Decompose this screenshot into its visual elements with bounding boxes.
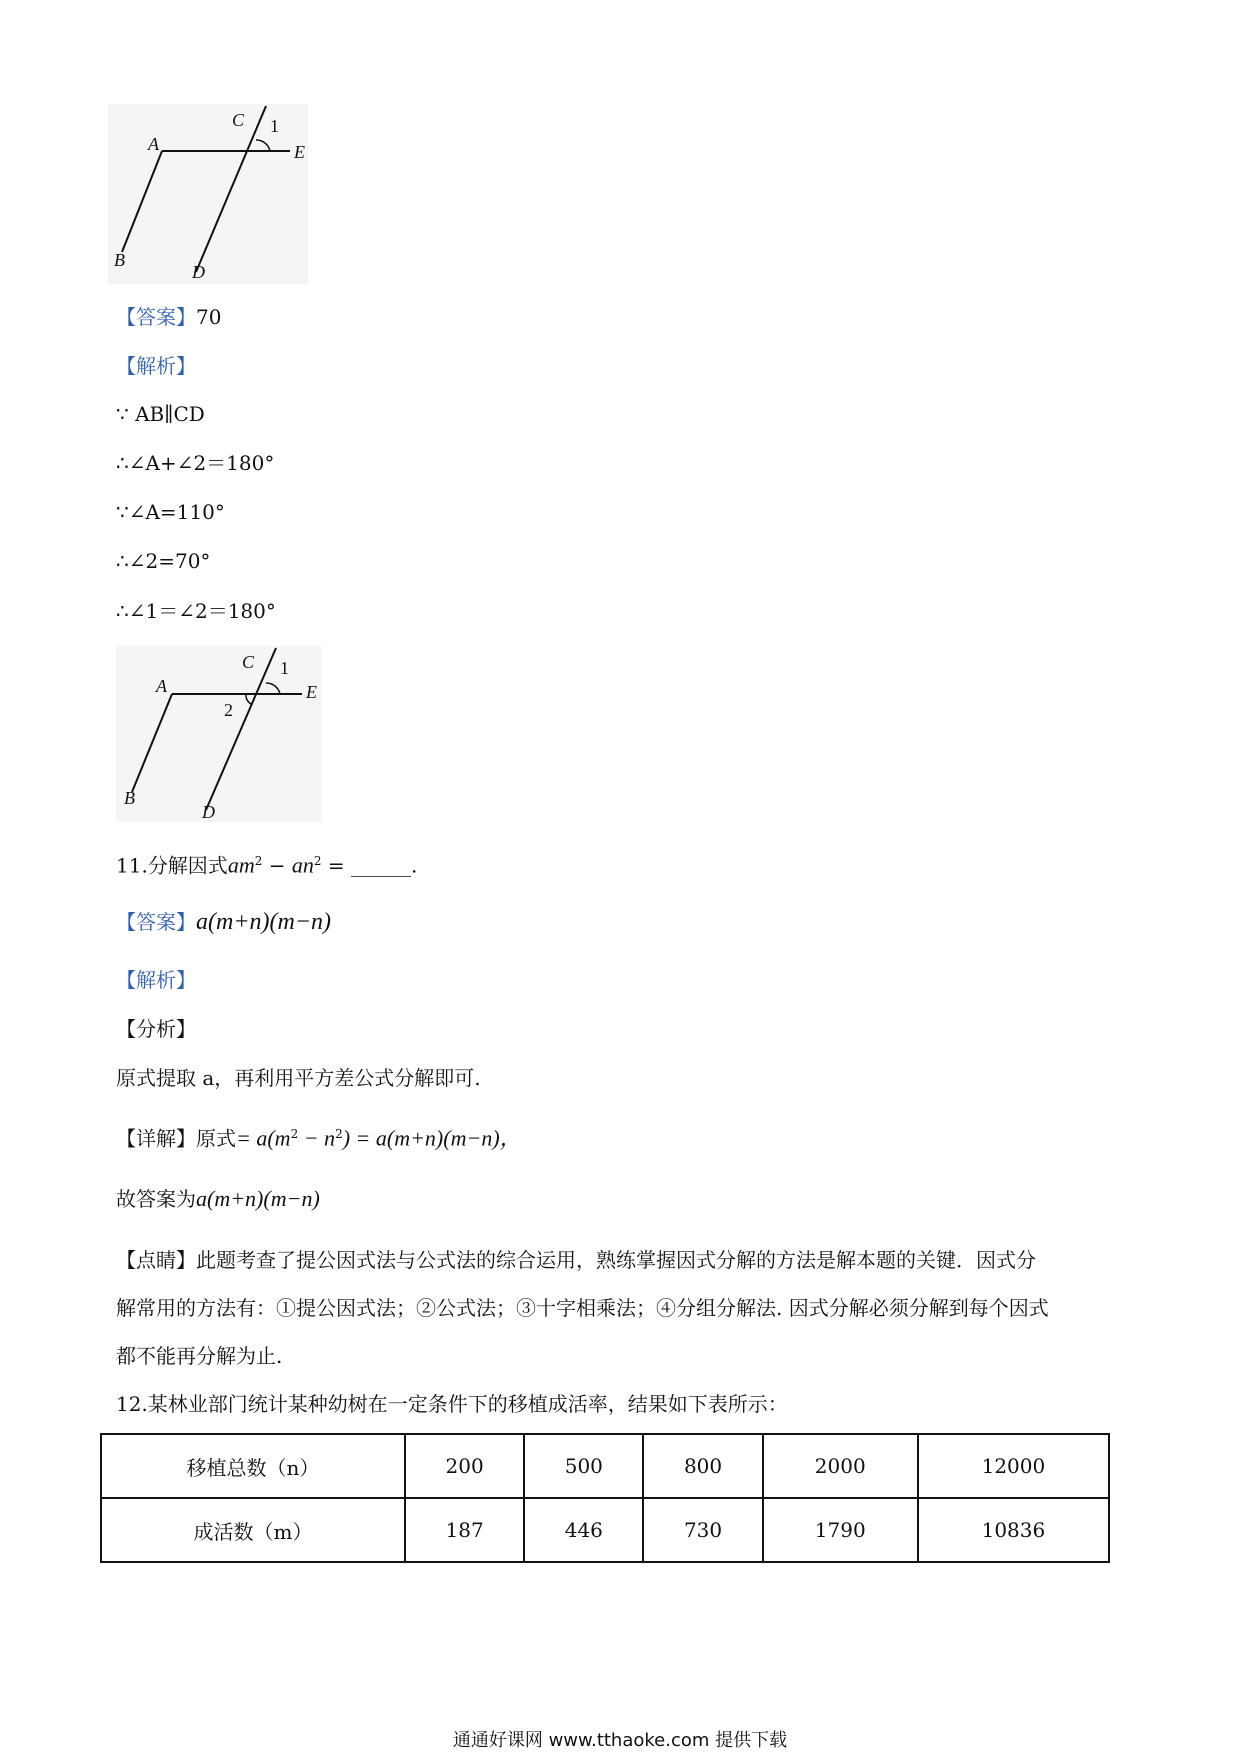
question-text: 分解因式 (147, 853, 228, 878)
comment-text: 此题考查了提公因式法与公式法的综合运用，熟练掌握因式分解的方法是解本题的关键．因式分 (196, 1248, 1036, 1272)
exponent: 2 (290, 1127, 299, 1141)
label-e: E (294, 142, 305, 162)
label-angle-1: 1 (270, 116, 279, 136)
q10-answer (116, 303, 221, 331)
table-cell: 1790 (763, 1498, 918, 1562)
answer-blank: = ______. (321, 853, 418, 878)
table-cell: 730 (643, 1498, 762, 1562)
q10-step-4: ∴∠2=70° (116, 549, 211, 573)
label-b: B (114, 250, 125, 270)
comment-tag: 【点睛】 (116, 1248, 196, 1272)
row-header: 移植总数（n） (101, 1434, 405, 1498)
exponent: 2 (254, 854, 263, 868)
label-angle-2: 2 (224, 700, 233, 720)
exponent: 2 (335, 1127, 343, 1141)
question-number: 11. (116, 853, 148, 878)
label-b: B (124, 788, 135, 808)
detail-expr-part3: ) = a(m+n)(m−n)， (342, 1125, 522, 1151)
q10-step-5: ∴∠1＝∠2＝180° (116, 599, 276, 623)
answer-tag: 【答案】 (116, 910, 196, 934)
q11-analysis-tag: 【解析】 (116, 968, 196, 992)
table-row (101, 1498, 1109, 1562)
answer-expression: a(m+n)(m−n) (196, 909, 332, 935)
answer-tag: 【答案】 (116, 305, 196, 329)
q11-conclusion (116, 1185, 320, 1213)
row-header: 成活数（m） (101, 1498, 405, 1562)
geometry-figure-2 (116, 646, 322, 822)
table-cell: 500 (524, 1434, 643, 1498)
q10-analysis-tag: 【解析】 (116, 354, 196, 378)
table-cell: 10836 (918, 1498, 1109, 1562)
q11-comment-line-2: 解常用的方法有：①提公因式法；②公式法；③十字相乘法；④分组分解法. 因式分解必须分解到每个因式 (116, 1296, 1049, 1320)
q11-detail (116, 1120, 522, 1153)
label-c: C (242, 652, 255, 672)
label-d: D (192, 262, 205, 282)
q10-step-2: ∴∠A+∠2＝180° (116, 451, 275, 475)
q12-intro: 12.某林业部门统计某种幼树在一定条件下的移植成活率，结果如下表所示： (116, 1392, 788, 1416)
detail-label: 原式 (196, 1126, 236, 1151)
q10-step-1: ∵ AB∥CD (116, 402, 205, 426)
label-e: E (306, 682, 317, 702)
label-a: A (148, 134, 159, 154)
table-cell: 187 (405, 1498, 524, 1562)
transplant-table (100, 1433, 1110, 1563)
label-a: A (156, 676, 167, 696)
conclusion-label: 故答案为 (116, 1187, 196, 1211)
detail-expr-part1: = a(m (236, 1125, 291, 1151)
exponent: 2 (313, 854, 322, 868)
q11-question (116, 847, 417, 880)
q11-fenxi-tag: 【分析】 (116, 1017, 196, 1041)
table-cell: 446 (524, 1498, 643, 1562)
q11-fenxi-text: 原式提取 a，再利用平方差公式分解即可. (116, 1066, 481, 1090)
geometry-figure-1 (108, 104, 308, 284)
table-cell: 12000 (918, 1434, 1109, 1498)
table-cell: 2000 (763, 1434, 918, 1498)
detail-expr-part2: − n (298, 1125, 336, 1151)
q11-answer (116, 908, 331, 936)
answer-value: 70 (196, 305, 222, 329)
detail-tag: 【详解】 (116, 1126, 196, 1151)
label-c: C (232, 110, 245, 130)
label-d: D (202, 802, 215, 822)
page-footer: 通通好课网 www.tthaoke.com 提供下载 (452, 1730, 788, 1751)
expr-am: am (227, 852, 255, 878)
minus-sign: − (262, 853, 292, 878)
label-angle-1: 1 (280, 658, 289, 678)
table-row (101, 1434, 1109, 1498)
table-cell: 800 (643, 1434, 762, 1498)
q10-step-3: ∵∠A=110° (116, 500, 225, 524)
table-cell: 200 (405, 1434, 524, 1498)
q11-comment-line-1 (116, 1246, 1036, 1274)
q11-comment-line-3: 都不能再分解为止. (116, 1344, 283, 1368)
expr-an: an (291, 852, 314, 878)
conclusion-expression: a(m+n)(m−n) (196, 1186, 320, 1211)
